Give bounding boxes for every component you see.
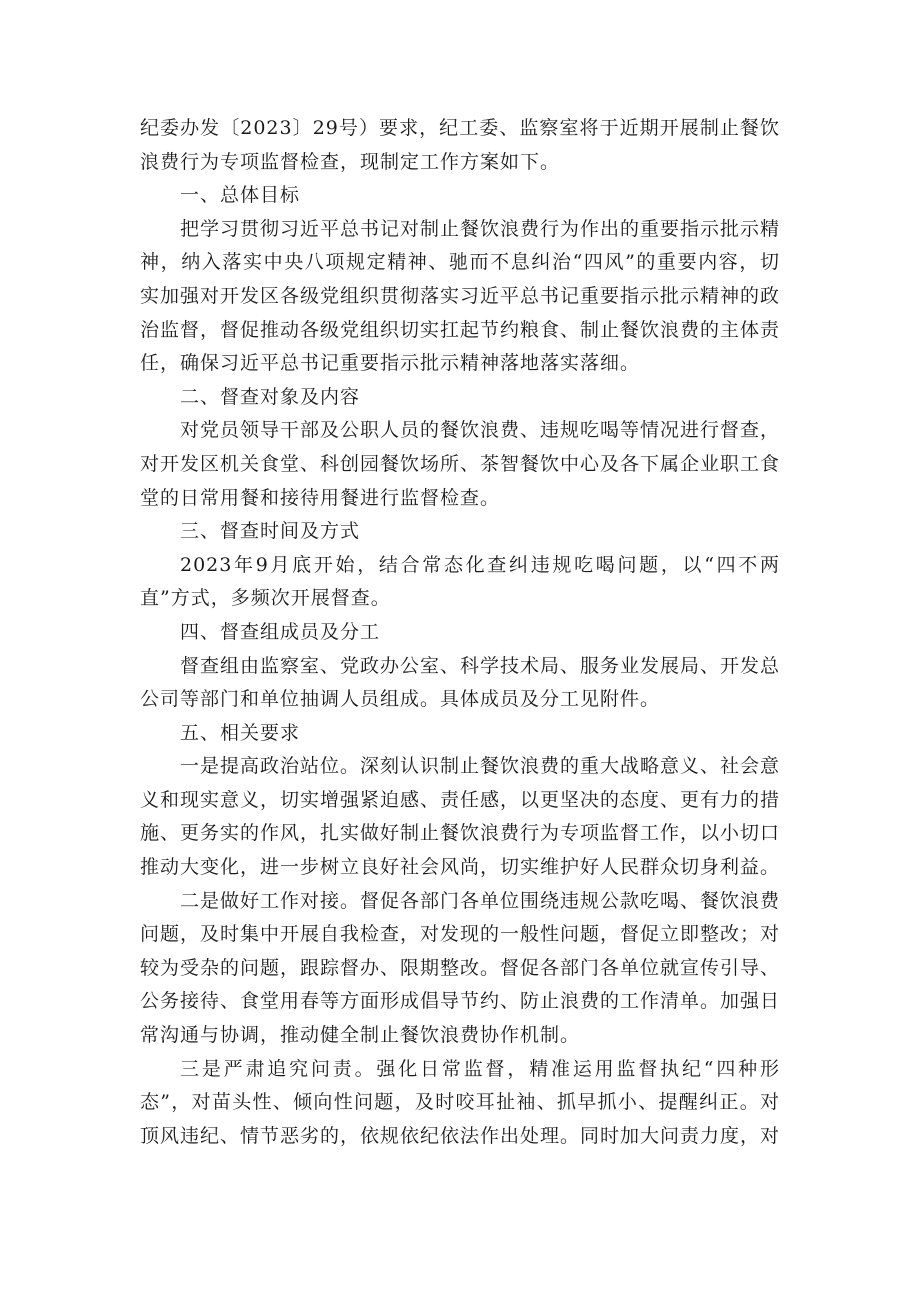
document-body bbox=[140, 112, 780, 1153]
paragraph-goals: 把学习贯彻习近平总书记对制止餐饮浪费行为作出的重要指示批示精神，纳入落实中央八项规定精神、驰而不息纠治“四风”的重要内容，切实加强对开发区各级党组织贯彻落实习近平总书记重要指示批示精神的政治监督，督促推动各级党组织切实扛起节约粮食、制止餐饮浪费的主体责任，确保习近平总书记重要指示批示精神落地落实落细。 bbox=[140, 217, 781, 375]
paragraph-requirement-2: 二是做好工作对接。督促各部门各单位围绕违规公款吃喝、餐饮浪费问题，及时集中开展自我检查，对发现的一般性问题，督促立即整改；对较为受杂的问题，跟踪督办、限期整改。督促各部门各单位就宣传引导、公务接待、食堂用春等方面形成倡导节约、防止浪费的工作清单。加强日常沟通与协调，推动健全制止餐饮浪费协作机制。 bbox=[140, 889, 781, 1047]
section-heading-targets: 二、督查对象及内容 bbox=[180, 385, 361, 408]
paragraph-targets: 对党员领导干部及公职人员的餐饮浪费、违规吃喝等情况进行督查，对开发区机关食堂、科创园餐饮场所、茶智餐饮中心及各下属企业职工食堂的日常用餐和接待用餐进行监督检查。 bbox=[140, 419, 781, 509]
section-heading-time: 三、督查时间及方式 bbox=[180, 520, 361, 543]
paragraph-team: 督查组由监察室、党政办公室、科学技术局、服务业发展局、开发总公司等部门和单位抽调人员组成。具体成员及分工见附件。 bbox=[140, 654, 781, 711]
section-heading-team: 四、督查组成员及分工 bbox=[180, 620, 381, 643]
paragraph-time: 2023年9月底开始，结合常态化查纠违规吃喝问题，以“四不两直”方式，多频次开展督查。 bbox=[140, 553, 780, 610]
intro-continuation: 纪委办发〔2023〕29号）要求，纪工委、监察室将于近期开展制止餐饮浪费行为专项监督检查，现制定工作方案如下。 bbox=[140, 117, 780, 173]
section-heading-requirements: 五、相关要求 bbox=[180, 721, 301, 744]
section-heading-goals: 一、总体目标 bbox=[180, 184, 301, 207]
paragraph-requirement-1: 一是提高政治站位。深刻认识制止餐饮浪费的重大战略意义、社会意义和现实意义，切实增强紧迫感、责任感，以更坚决的态度、更有力的措施、更务实的作风，扎实做好制止餐饮浪费行为专项监督工作，以小切口推动大变化，进一步树立良好社会风尚，切实维护好人民群众切身利益。 bbox=[140, 755, 781, 879]
paragraph-requirement-3: 三是严肃追究问责。强化日常监督，精准运用监督执纪“四种形态”，对苗头性、倾向性问题，及时咬耳扯袖、抓早抓小、提醒纠正。对顶风违纪、情节恶劣的，依规依纪依法作出处理。同时加大问责力度，对 bbox=[140, 1057, 781, 1147]
